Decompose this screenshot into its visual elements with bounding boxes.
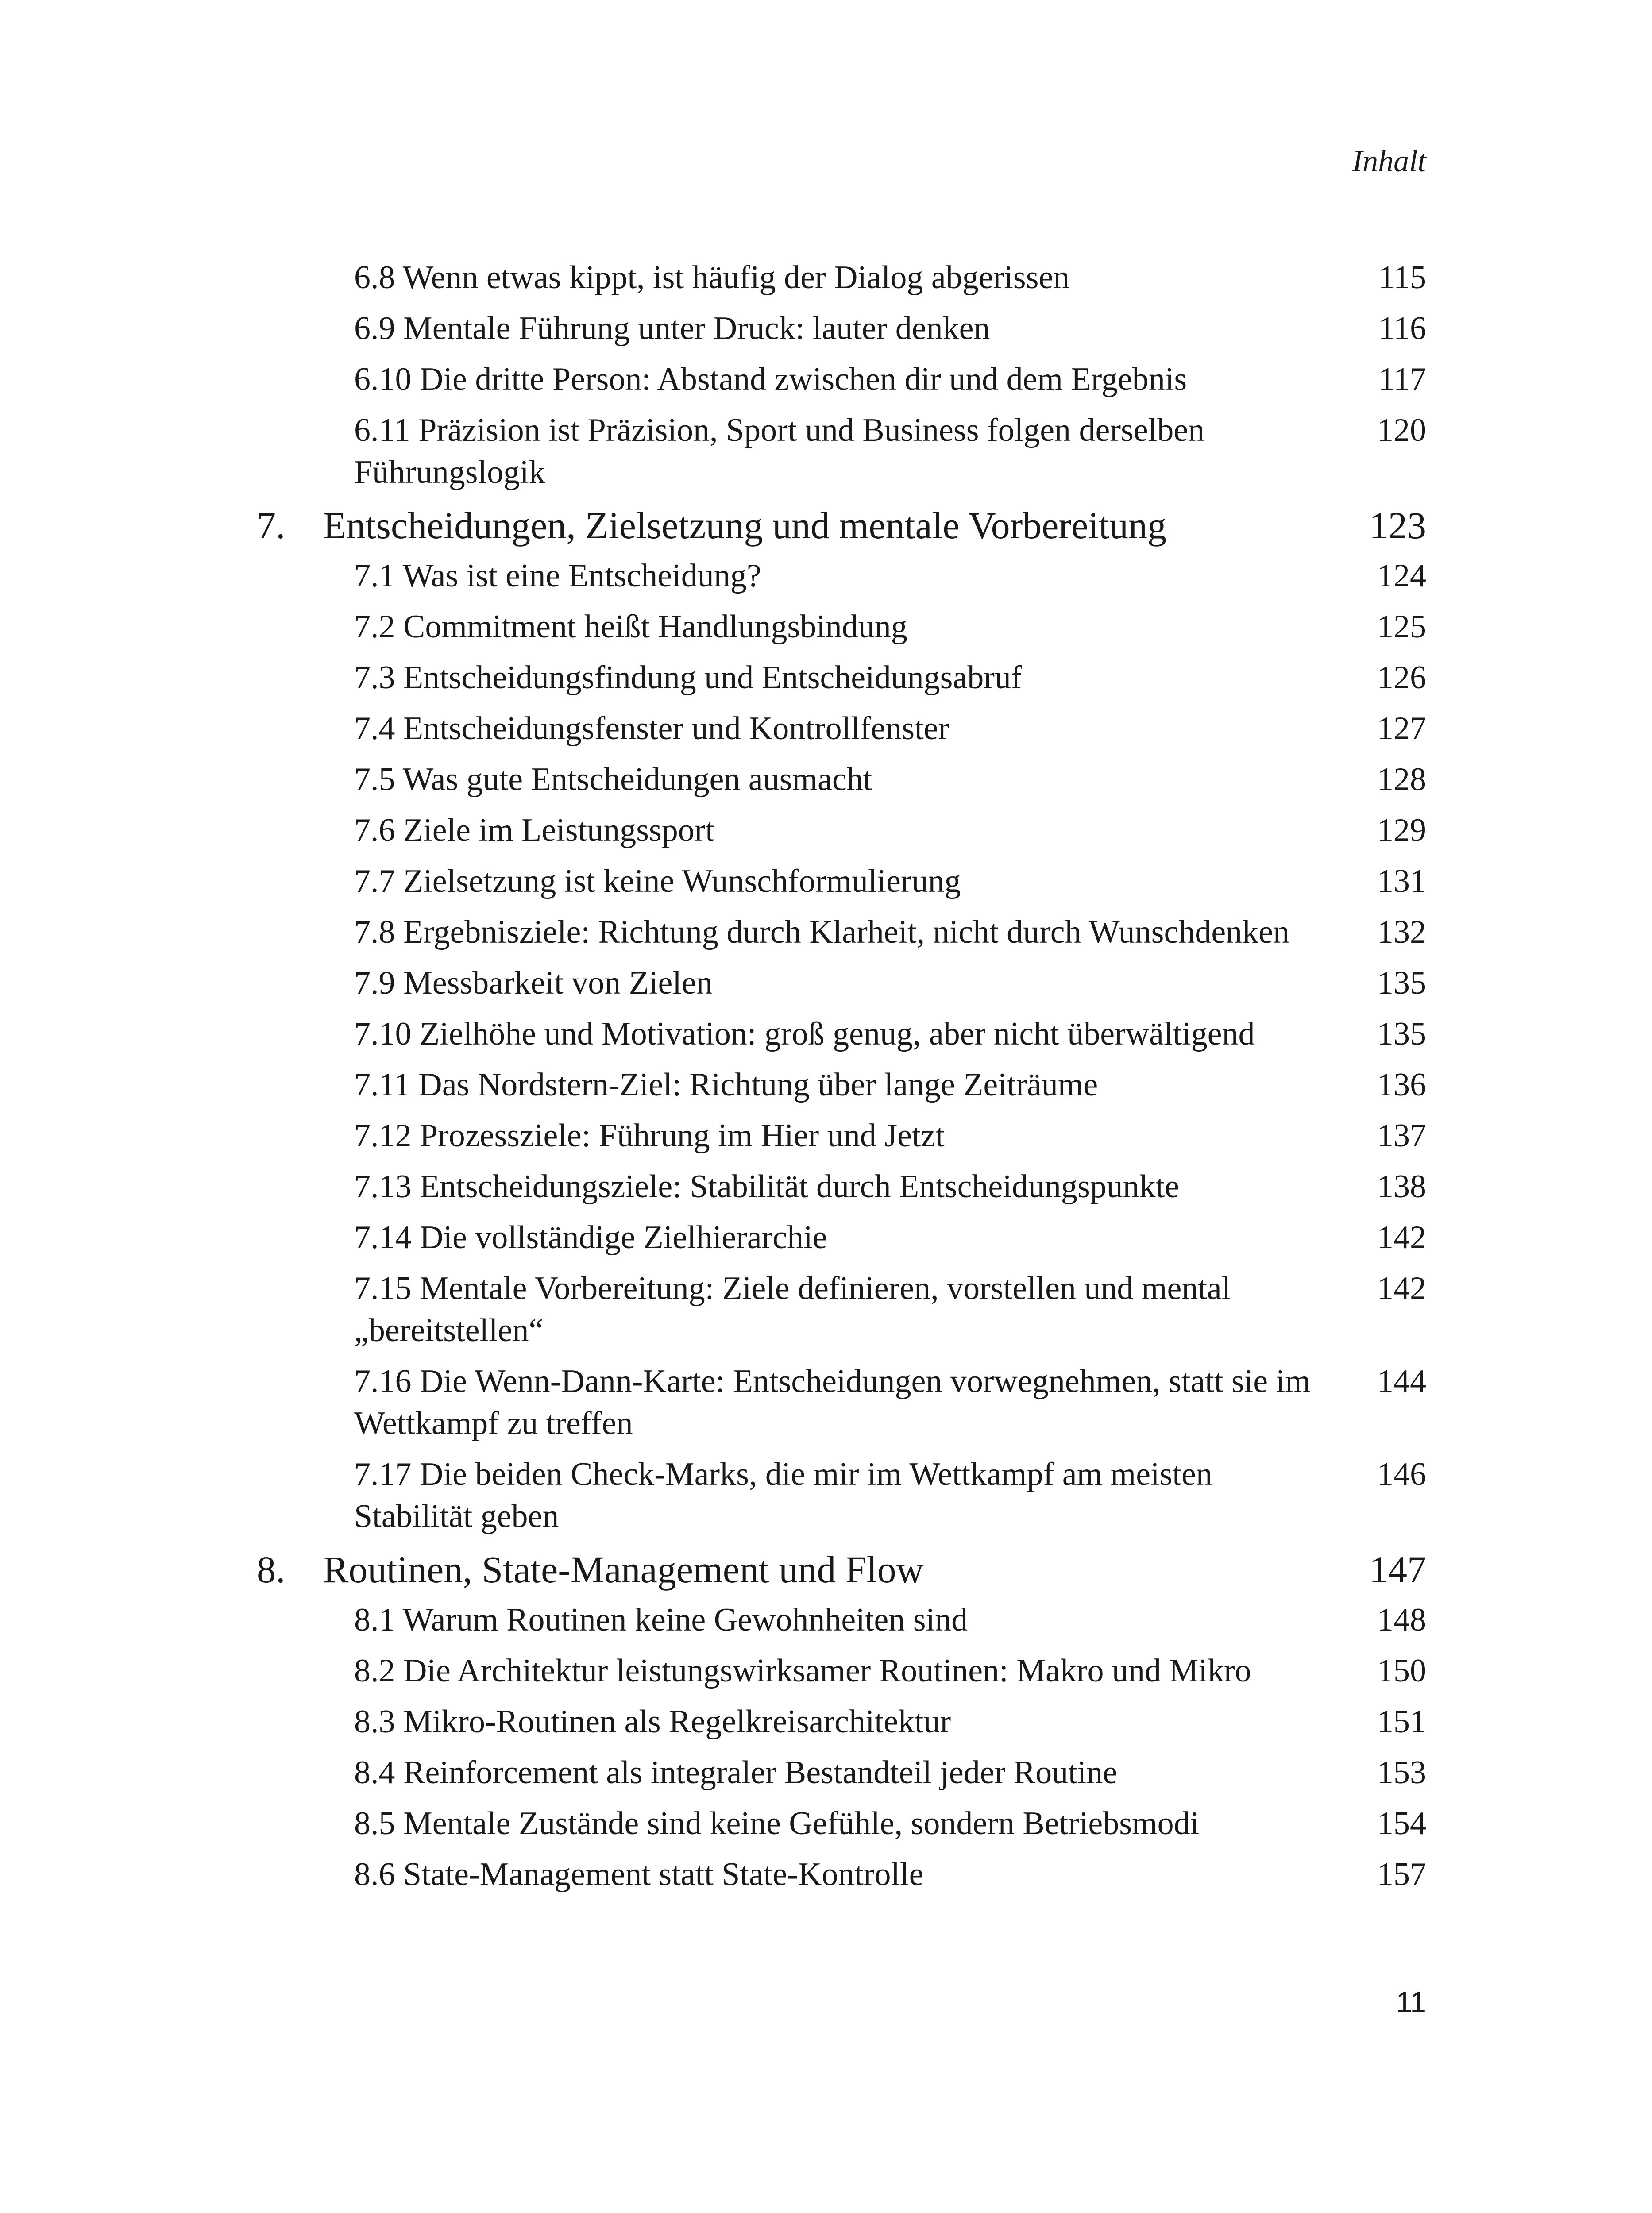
toc-entry-title: 8.5 Mentale Zustände sind keine Gefühle, sondern Betriebsmodi (354, 1805, 1200, 1842)
toc-entry-page: 125 (1377, 609, 1426, 645)
toc-entry[interactable] (257, 1752, 1426, 1794)
running-header: Inhalt (1352, 144, 1426, 178)
toc-entry-title: 7.7 Zielsetzung ist keine Wunschformulierung (354, 863, 961, 899)
toc-entry-page: 137 (1377, 1118, 1426, 1154)
toc-entry-page: 126 (1377, 659, 1426, 696)
toc-entry-page: 148 (1377, 1602, 1426, 1638)
toc-entry-title: 7.9 Messbarkeit von Zielen (354, 965, 713, 1001)
toc-entry-page: 115 (1378, 259, 1426, 296)
toc-entry-page: 136 (1377, 1067, 1426, 1103)
toc-entry-page: 129 (1377, 812, 1426, 848)
toc-entry-title: 6.9 Mentale Führung unter Druck: lauter denken (354, 310, 990, 347)
toc-entry[interactable] (257, 1115, 1426, 1157)
toc-entry[interactable] (257, 1166, 1426, 1208)
toc-entry-page: 146 (1377, 1456, 1426, 1492)
toc-entry-title: 7.8 Ergebnisziele: Richtung durch Klarheit, nicht durch Wunschdenken (354, 914, 1290, 950)
toc-entry-page: 135 (1377, 1016, 1426, 1052)
toc-entry-page: 144 (1377, 1363, 1426, 1400)
toc-entry[interactable] (257, 860, 1426, 902)
toc-entry-page: 138 (1377, 1168, 1426, 1205)
toc-entry-page: 131 (1377, 863, 1426, 899)
toc-entry-title: 7.6 Ziele im Leistungssport (354, 812, 714, 848)
toc-entry-page: 128 (1377, 761, 1426, 798)
toc-entry[interactable] (257, 759, 1426, 801)
toc-entry-page: 120 (1377, 412, 1426, 448)
toc-entry[interactable] (257, 359, 1426, 401)
toc-entry-title: 7.16 Die Wenn-Dann-Karte: Entscheidungen vorwegnehmen, statt sie im Wettkampf zu treffen (354, 1363, 1311, 1442)
toc-entry[interactable] (257, 555, 1426, 597)
toc-entry-title: 7.3 Entscheidungsfindung und Entscheidungsabruf (354, 659, 1022, 696)
toc-entry-title: 8.6 State-Management statt State-Kontrolle (354, 1856, 924, 1893)
toc-entry[interactable] (257, 810, 1426, 852)
toc-entry-page: 142 (1377, 1270, 1426, 1307)
toc-entry[interactable] (257, 1013, 1426, 1055)
toc-entry-page: 132 (1377, 914, 1426, 950)
toc-entry[interactable] (257, 911, 1426, 953)
toc-entry[interactable] (257, 708, 1426, 750)
page-number: 11 (1396, 1986, 1426, 2018)
toc-entry-title: 6.11 Präzision ist Präzision, Sport und Business folgen derselben Führungslogik (354, 412, 1205, 490)
chapter-number: 8. (257, 1548, 286, 1591)
chapter-title: Routinen, State-Management und Flow (323, 1548, 924, 1591)
toc-entry-page: 157 (1377, 1856, 1426, 1893)
toc-entry[interactable] (257, 1064, 1426, 1106)
toc-entry-page: 117 (1378, 361, 1426, 397)
toc-entry-title: 8.1 Warum Routinen keine Gewohnheiten sind (354, 1602, 968, 1638)
toc-entry-page: 127 (1377, 710, 1426, 747)
toc-entry[interactable] (257, 606, 1426, 648)
toc-entry[interactable] (257, 1268, 1426, 1352)
toc-entry-title: 7.1 Was ist eine Entscheidung? (354, 558, 761, 594)
chapter-title: Entscheidungen, Zielsetzung und mentale Vorbereitung (323, 504, 1167, 547)
toc-entry[interactable] (257, 1453, 1426, 1538)
toc-entry-page: 135 (1377, 965, 1426, 1001)
toc-entry-page: 150 (1377, 1653, 1426, 1689)
toc-entry-title: 8.2 Die Architektur leistungswirksamer Routinen: Makro und Mikro (354, 1653, 1251, 1689)
toc-entry-title: 7.11 Das Nordstern-Ziel: Richtung über lange Zeiträume (354, 1067, 1098, 1103)
toc-entry[interactable] (257, 657, 1426, 699)
toc-entry-title: 8.3 Mikro-Routinen als Regelkreisarchitektur (354, 1704, 951, 1740)
toc-entry[interactable] (257, 1650, 1426, 1692)
toc-entry-title: 7.13 Entscheidungsziele: Stabilität durch Entscheidungspunkte (354, 1168, 1180, 1205)
toc-entry-page: 153 (1377, 1754, 1426, 1791)
toc-entry-page: 151 (1377, 1704, 1426, 1740)
toc-entry[interactable] (257, 962, 1426, 1004)
chapter-page: 123 (1369, 504, 1426, 547)
toc-entry-title: 7.10 Zielhöhe und Motivation: groß genug, aber nicht überwältigend (354, 1016, 1255, 1052)
toc-entry[interactable] (257, 1701, 1426, 1743)
toc-entry-title: 7.12 Prozessziele: Führung im Hier und Jetzt (354, 1118, 945, 1154)
toc-entry-title: 8.4 Reinforcement als integraler Bestandteil jeder Routine (354, 1754, 1118, 1791)
toc-entry-title: 7.15 Mentale Vorbereitung: Ziele definieren, vorstellen und mental „bereitstellen“ (354, 1270, 1231, 1349)
toc-entry[interactable] (257, 257, 1426, 299)
table-of-contents (257, 257, 1426, 1905)
toc-entry[interactable] (257, 1803, 1426, 1845)
toc-entry[interactable] (257, 1361, 1426, 1445)
toc-chapter-8[interactable] (257, 1546, 1426, 1593)
toc-entry-page: 116 (1378, 310, 1426, 347)
toc-entry-title: 7.5 Was gute Entscheidungen ausmacht (354, 761, 872, 798)
toc-entry[interactable] (257, 1599, 1426, 1641)
toc-entry-title: 7.2 Commitment heißt Handlungsbindung (354, 609, 907, 645)
toc-entry-page: 124 (1377, 558, 1426, 594)
toc-chapter-7[interactable] (257, 502, 1426, 549)
toc-entry-title: 6.10 Die dritte Person: Abstand zwischen dir und dem Ergebnis (354, 361, 1187, 397)
toc-entry-title: 6.8 Wenn etwas kippt, ist häufig der Dialog abgerissen (354, 259, 1070, 296)
toc-entry[interactable] (257, 409, 1426, 493)
toc-entry-page: 142 (1377, 1219, 1426, 1256)
chapter-number: 7. (257, 504, 286, 547)
chapter-page: 147 (1369, 1548, 1426, 1591)
toc-entry-title: 7.17 Die beiden Check-Marks, die mir im Wettkampf am meisten Stabilität geben (354, 1456, 1212, 1534)
toc-entry[interactable] (257, 308, 1426, 350)
toc-entry[interactable] (257, 1854, 1426, 1896)
toc-entry[interactable] (257, 1217, 1426, 1259)
toc-entry-page: 154 (1377, 1805, 1426, 1842)
toc-entry-title: 7.14 Die vollständige Zielhierarchie (354, 1219, 827, 1256)
toc-entry-title: 7.4 Entscheidungsfenster und Kontrollfenster (354, 710, 950, 747)
